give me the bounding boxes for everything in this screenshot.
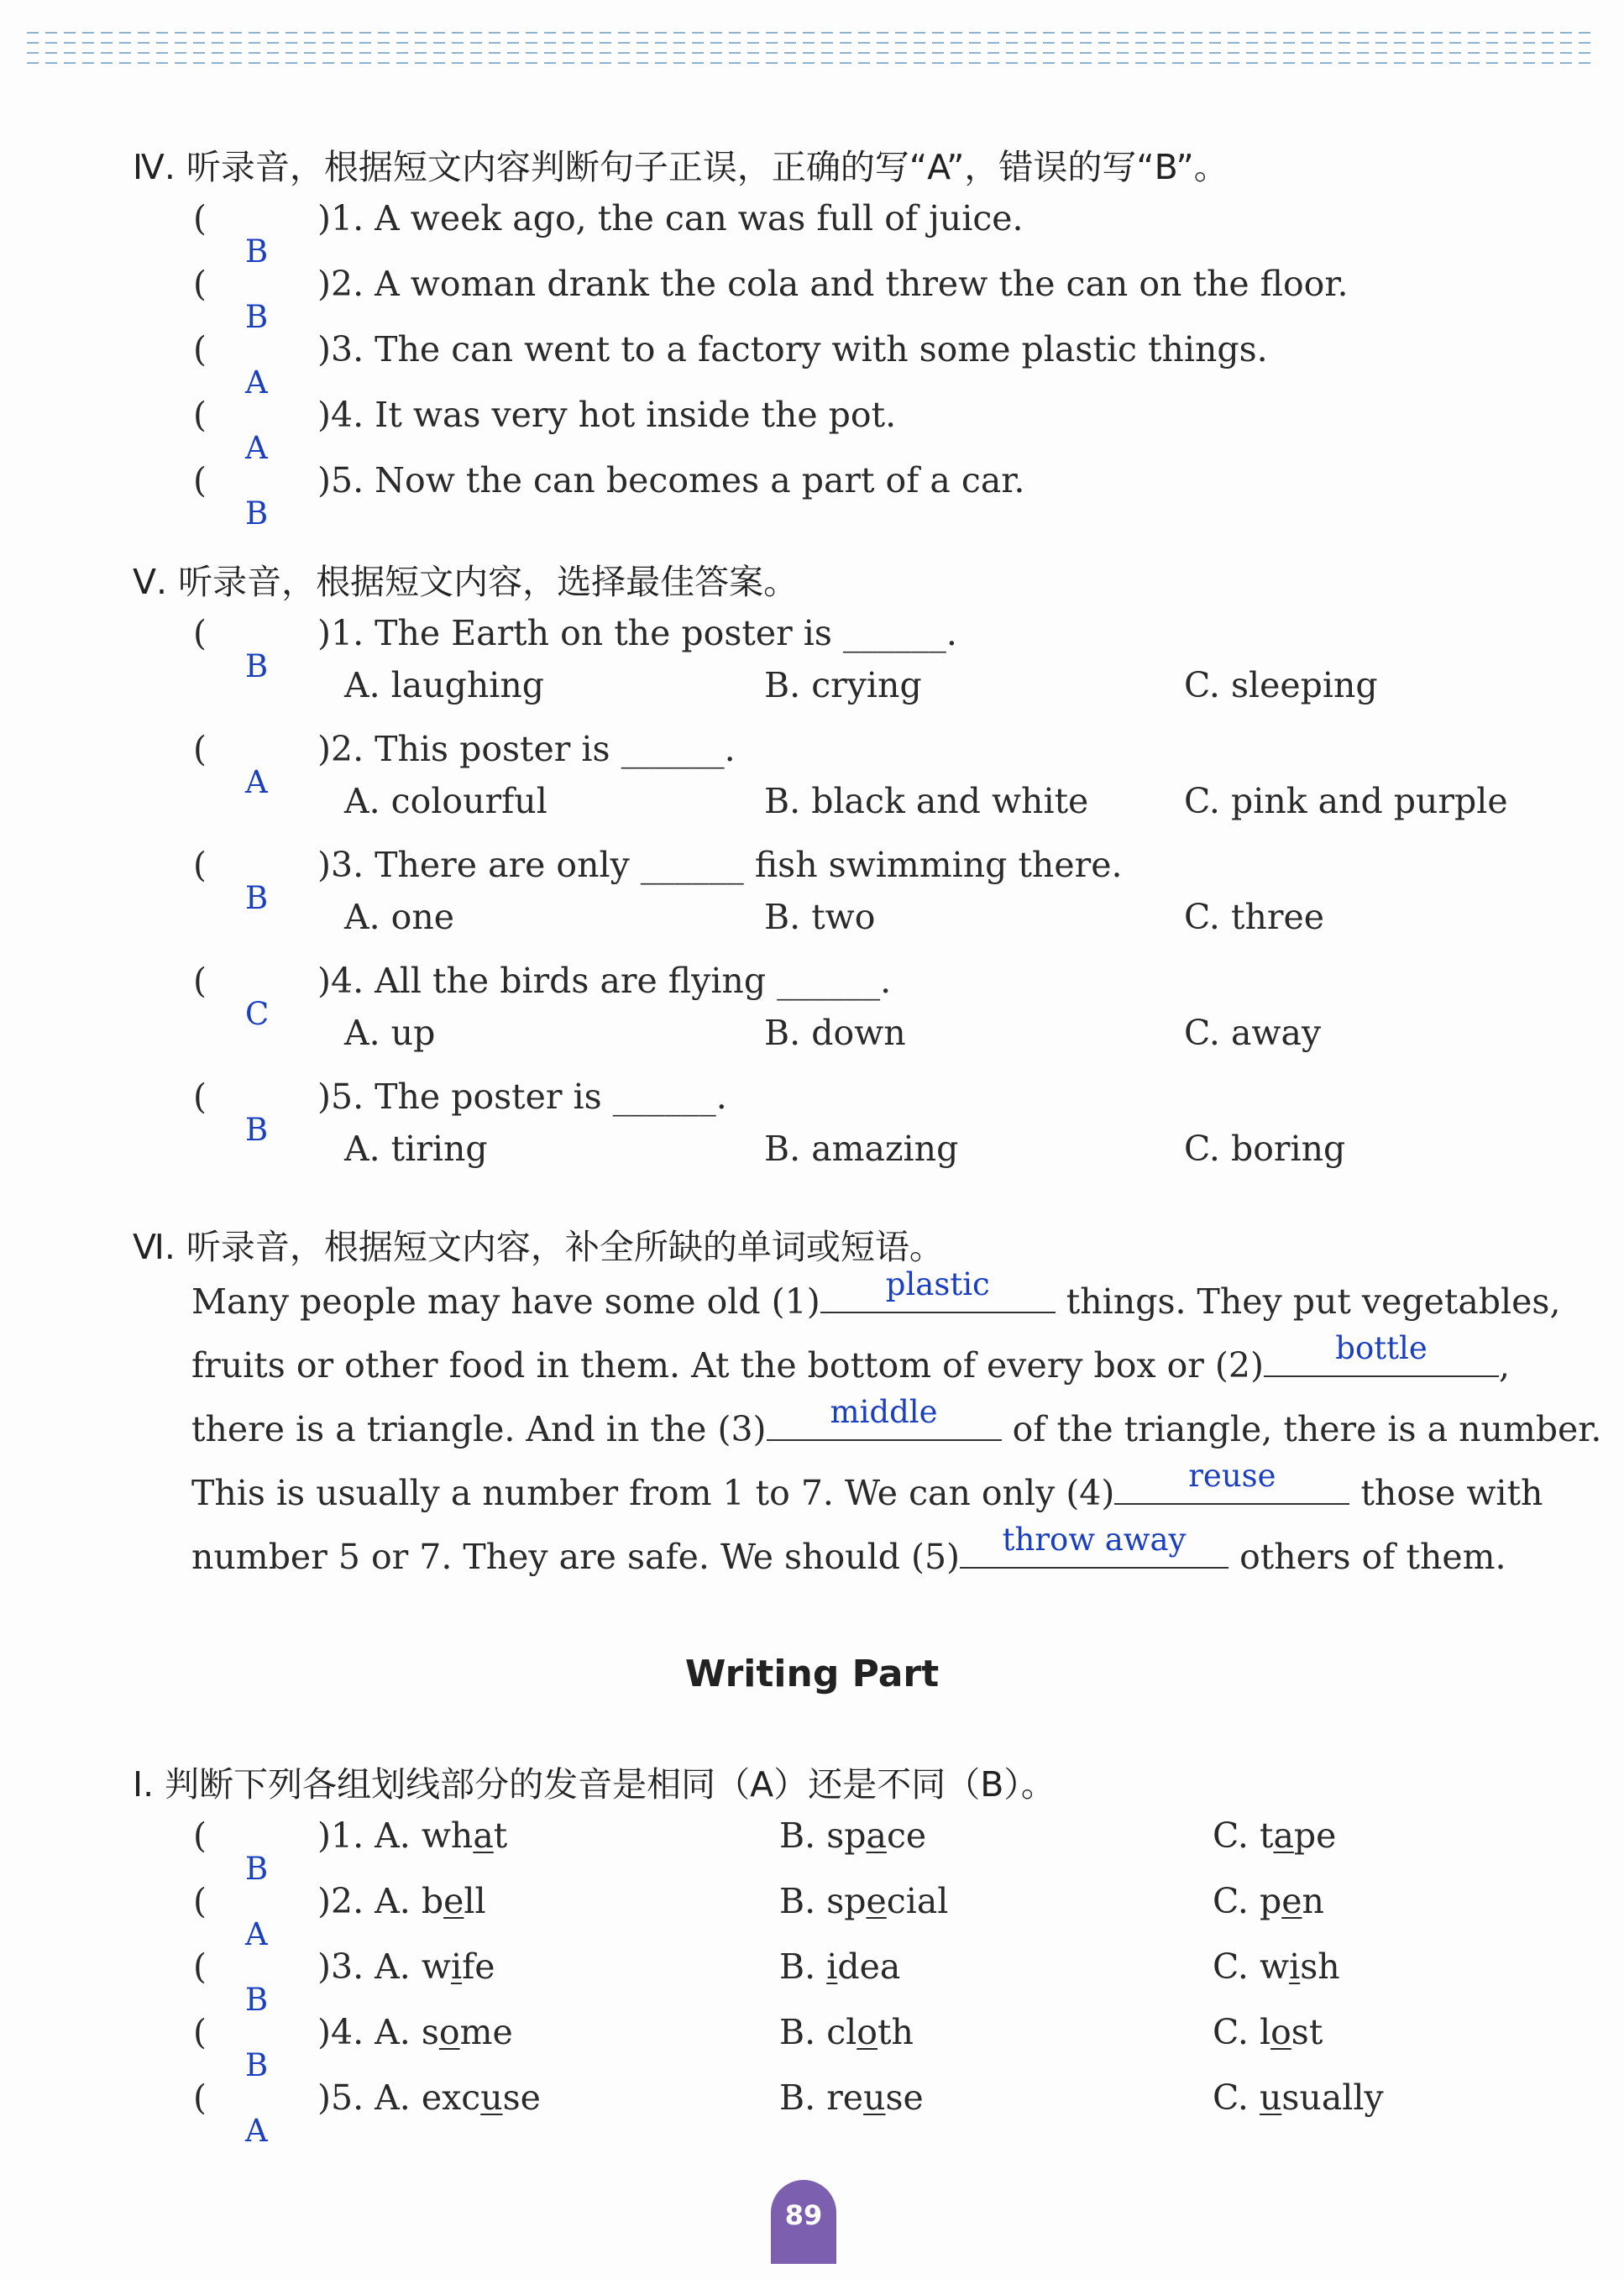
passage-line: number 5 or 7. They are safe. We should (5) throw away others of them. [191, 1522, 1506, 1577]
top-border-dash [27, 62, 1597, 64]
option-b: B. crying [764, 665, 922, 705]
option-a: A. colourful [344, 781, 547, 821]
passage-line: This is usually a number from 1 to 7. We can only (4) reuse those with [191, 1458, 1543, 1513]
option-c: C. usually [1213, 2077, 1384, 2118]
answer: B [245, 2047, 269, 2083]
option-a: A. laughing [344, 665, 545, 705]
section-v-title: Ⅴ. 听录音，根据短文内容，选择最佳答案。 [133, 562, 799, 602]
choice-item: ( C )4. All the birds are flying ______. [193, 961, 892, 1032]
answer: B [245, 1851, 269, 1887]
option-b: B. amazing [764, 1129, 959, 1169]
answer: A [245, 430, 268, 466]
answer: B [245, 299, 269, 335]
blank-2: bottle [1264, 1342, 1499, 1377]
true-false-item: ( A )4. It was very hot inside the pot. [193, 395, 897, 466]
option-c: C. pink and purple [1184, 781, 1508, 821]
pronunciation-item: ( A )5. A. excuse [193, 2077, 541, 2149]
option-c: C. away [1184, 1013, 1322, 1053]
answer: A [245, 764, 268, 800]
option-c: C. wish [1213, 1946, 1340, 1987]
option-c: C. tape [1213, 1815, 1337, 1856]
option-a: A. one [344, 897, 455, 937]
answer: C [245, 996, 270, 1032]
writing-section-i-title: Ⅰ. 判断下列各组划线部分的发音是相同（A）还是不同（B）。 [133, 1764, 1056, 1805]
blank-4: reuse [1114, 1470, 1349, 1505]
blank-3: middle [767, 1406, 1002, 1441]
blank-1: plastic [820, 1278, 1056, 1313]
answer: B [245, 233, 269, 270]
option-b: B. cloth [779, 2012, 914, 2052]
option-c: C. boring [1184, 1129, 1346, 1169]
true-false-item: ( B )2. A woman drank the cola and threw the can on the floor. [193, 264, 1349, 335]
option-a: A. tiring [344, 1129, 488, 1169]
option-b: B. idea [779, 1946, 901, 1987]
section-vi-title: Ⅵ. 听录音，根据短文内容，补全所缺的单词或短语。 [133, 1227, 944, 1267]
blank-5: throw away [960, 1533, 1228, 1569]
option-c: C. pen [1213, 1881, 1324, 1921]
option-b: B. reuse [779, 2077, 924, 2118]
passage-line: Many people may have some old (1) plastic things. They put vegetables, [191, 1266, 1561, 1322]
true-false-item: ( B )1. A week ago, the can was full of juice. [193, 198, 1024, 270]
writing-part-heading: Writing Part [684, 1653, 940, 1695]
pronunciation-item: ( B )4. A. some [193, 2012, 513, 2083]
option-b: B. special [779, 1881, 949, 1921]
pronunciation-item: ( B )1. A. what [193, 1815, 508, 1887]
option-b: B. two [764, 897, 876, 937]
top-border-dash [27, 52, 1597, 54]
answer: B [245, 1112, 269, 1148]
answer: B [245, 1982, 269, 2018]
choice-item: ( A )2. This poster is ______. [193, 729, 736, 800]
choice-item: ( B )1. The Earth on the poster is ______. [193, 613, 957, 684]
answer: B [245, 648, 269, 684]
option-b: B. black and white [764, 781, 1089, 821]
pronunciation-item: ( B )3. A. wife [193, 1946, 495, 2018]
page-number-tab: 89 [771, 2180, 836, 2264]
section-iv-title: Ⅳ. 听录音，根据短文内容判断句子正误，正确的写“A”，错误的写“B”。 [133, 147, 1228, 187]
answer: A [245, 364, 268, 401]
true-false-item: ( A )3. The can went to a factory with some plastic things. [193, 329, 1268, 401]
option-c: C. three [1184, 897, 1324, 937]
choice-item: ( B )5. The poster is ______. [193, 1077, 727, 1148]
option-b: B. space [779, 1815, 927, 1856]
option-c: C. sleeping [1184, 665, 1378, 705]
answer: B [245, 880, 269, 916]
passage-line: there is a triangle. And in the (3) middle of the triangle, there is a number. [191, 1394, 1602, 1449]
answer: A [245, 2113, 268, 2149]
choice-item: ( B )3. There are only ______ fish swimming there. [193, 845, 1123, 916]
passage-line: fruits or other food in them. At the bottom of every box or (2) bottle , [191, 1330, 1511, 1386]
answer: A [245, 1916, 268, 1952]
option-a: A. up [344, 1013, 436, 1053]
true-false-item: ( B )5. Now the can becomes a part of a car. [193, 460, 1025, 532]
answer: B [245, 495, 269, 532]
pronunciation-item: ( A )2. A. bell [193, 1881, 486, 1952]
top-border-dash [27, 42, 1597, 44]
top-border-dash [27, 32, 1597, 34]
option-b: B. down [764, 1013, 906, 1053]
option-c: C. lost [1213, 2012, 1323, 2052]
